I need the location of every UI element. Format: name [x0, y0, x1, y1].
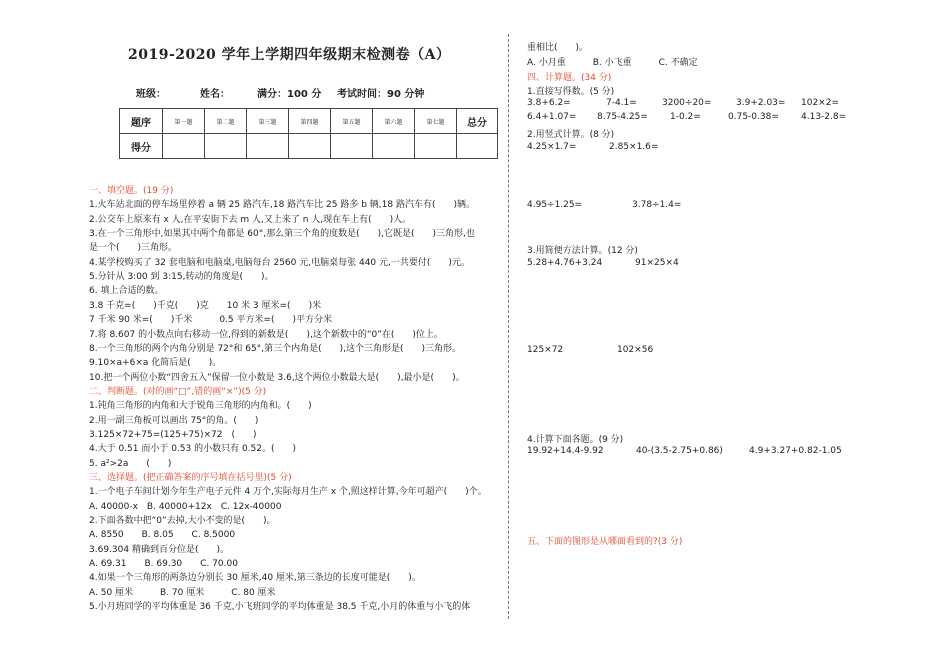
calc4-item: 40-(3.5-2.75+0.86) — [636, 446, 723, 456]
question-line: A. 69.31 B. 69.30 C. 70.00 — [89, 559, 238, 570]
question-line: 8.一个三角形的两个内角分别是 72°和 65°,第三个内角是( ),这个三角形是( )三角形。 — [89, 343, 461, 354]
question-line: 4.大于 0.51 而小于 0.53 的小数只有 0.52。( ) — [89, 444, 297, 455]
score-row2-label: 得分 — [120, 134, 163, 159]
calc3-title: 3.用简便方法计算。(12 分) — [527, 246, 638, 256]
calc1-title: 1.直接写得数。(5 分) — [527, 87, 615, 97]
calc2-item: 4.95÷1.25= — [527, 200, 583, 210]
calc2-item: 2.85×1.6= — [609, 142, 659, 152]
calc2-title: 2.用竖式计算。(8 分) — [527, 130, 615, 140]
question-line: 3.69.304 精确到百分位是( )。 — [89, 544, 229, 555]
question-line: 2.公交车上原来有 x 人,在平安街下去 m 人,又上来了 n 人,现在车上有( )人。 — [89, 214, 412, 225]
calc1-item: 8.75-4.25= — [597, 112, 648, 122]
calc1-item: 102×2= — [801, 98, 839, 108]
calc1-item: 1-0.2= — [670, 112, 701, 122]
question-line: 3.在一个三角形中,如果其中两个角都是 60°,那么第三个角的度数是( ),它既是( )三角形,也 — [89, 229, 475, 240]
score-table — [119, 108, 498, 159]
calc4-title: 4.计算下面各题。(9 分) — [527, 435, 624, 445]
section-title: 二、判断题。(对的画“□”,错的画“×”)(5 分) — [89, 386, 267, 397]
section-5-title: 五、下面的图形是从哪面看到的?(3 分) — [527, 537, 683, 547]
score-row1-label: 题序 — [120, 109, 163, 134]
question-line: 4.某学校购买了 32 套电脑和电脑桌,电脑每台 2560 元,电脑桌每张 440 元,一共要付( )元。 — [89, 257, 470, 268]
question-line: A. 8550 B. 8.05 C. 8.5000 — [89, 530, 236, 541]
calc3-item: 102×56 — [617, 345, 654, 355]
score-table-score-row — [120, 134, 498, 159]
question-line: 是一个( )三角形。 — [89, 243, 178, 254]
calc1-item: 3200÷20= — [662, 98, 712, 108]
section-title: 三、选择题。(把正确答案的序号填在括号里)(5 分) — [89, 473, 292, 483]
calc1-item: 4.13-2.8= — [801, 112, 847, 122]
question-line: 10.把一个两位小数“四舍五入”保留一位小数是 3.6,这个两位小数最大是( ),最小是( )。 — [89, 372, 465, 383]
score-col-6: 第六题 — [373, 109, 415, 134]
full-score-label: 满分：100 分 — [257, 89, 322, 100]
score-cell[interactable] — [247, 134, 289, 159]
class-label: 班级： — [136, 89, 166, 100]
calc3-item: 5.28+4.76+3.24 — [527, 258, 603, 268]
score-col-4: 第四题 — [289, 109, 331, 134]
calc1-item: 3.9+2.03= — [736, 98, 786, 108]
calc4-item: 4.9+3.27+0.82-1.05 — [749, 446, 842, 456]
score-col-5: 第五题 — [331, 109, 373, 134]
question-line: A. 50 厘米 B. 70 厘米 C. 80 厘米 — [89, 587, 276, 598]
score-cell[interactable] — [289, 134, 331, 159]
question-line: 7.将 8.607 的小数点向右移动一位,得到的新数是( ),这个新数中的“0”在( )位上。 — [89, 329, 443, 340]
name-label: 姓名： — [200, 89, 230, 100]
question-line: 1.一个电子车间计划今年生产电子元件 4 万个,实际每月生产 x 个,照这样计算,今年可超产( )个。 — [89, 487, 487, 498]
question-line: 9.10×a+6×a 化简后是( )。 — [89, 358, 222, 369]
score-cell[interactable] — [163, 134, 205, 159]
q5-continued: 重相比( )。 — [527, 43, 589, 53]
question-line: 4.如果一个三角形的两条边分别长 30 厘米,40 厘米,第三条边的长度可能是( )。 — [89, 573, 421, 584]
score-col-7: 第七题 — [415, 109, 457, 134]
calc3-item: 125×72 — [527, 345, 564, 355]
section-title: 一、填空题。(19 分) — [89, 186, 174, 196]
score-cell[interactable] — [331, 134, 373, 159]
calc1-item: 6.4+1.07= — [527, 112, 577, 122]
question-line: 5.小月班同学的平均体重是 36 千克,小飞班同学的平均体重是 38.5 千克,小月的体重与小飞的体 — [89, 602, 471, 613]
calc1-item: 0.75-0.38= — [728, 112, 779, 122]
score-col-1: 第一题 — [163, 109, 205, 134]
calc1-item: 7-4.1= — [606, 98, 637, 108]
question-line: 1.火车站北面的停车场里停着 a 辆 25 路汽车,18 路汽车比 25 路多 b 辆,18 路汽车有( )辆。 — [89, 200, 475, 211]
question-line: 3.125×72+75=(125+75)×72 ( ) — [89, 429, 257, 440]
calc3-item: 91×25×4 — [635, 258, 679, 268]
score-col-2: 第二题 — [205, 109, 247, 134]
score-cell[interactable] — [373, 134, 415, 159]
question-line: 6. 填上合适的数。 — [89, 286, 164, 297]
question-line: 5. a²>2a ( ) — [89, 458, 172, 469]
exam-time-label: 考试时间：90 分钟 — [337, 89, 425, 100]
q5-options: A. 小月重 B. 小飞重 C. 不确定 — [527, 58, 698, 68]
score-total-label: 总分 — [457, 109, 498, 134]
calc2-item: 3.78÷1.4= — [632, 200, 682, 210]
section-4-title: 四、计算题。(34 分) — [527, 73, 612, 83]
question-line: A. 40000-x B. 40000+12x C. 12x-40000 — [89, 501, 282, 512]
calc4-item: 19.92+14.4-9.92 — [527, 446, 604, 456]
question-line: 5.分针从 3:00 到 3:15,转动的角度是( )。 — [89, 272, 274, 283]
calc2-item: 4.25×1.7= — [527, 142, 577, 152]
score-cell[interactable] — [205, 134, 247, 159]
question-line: 7 千米 90 米=( )千米 0.5 平方米=( )平方分米 — [89, 315, 333, 326]
column-divider — [508, 34, 509, 619]
calc1-item: 3.8+6.2= — [527, 98, 571, 108]
score-cell[interactable] — [415, 134, 457, 159]
score-table-header-row — [120, 109, 498, 134]
question-line: 2.下面各数中把“0”去掉,大小不变的是( )。 — [89, 516, 276, 527]
score-col-3: 第三题 — [247, 109, 289, 134]
question-line: 2.用一副三角板可以画出 75°的角。( ) — [89, 415, 259, 426]
score-cell[interactable] — [457, 134, 498, 159]
question-line: 3.8 千克=( )千克( )克 10 米 3 厘米=( )米 — [89, 300, 322, 311]
question-line: 1.钝角三角形的内角和大于锐角三角形的内角和。( ) — [89, 401, 312, 412]
page-title: 2019-2020 学年上学期四年级期末检测卷（A） — [128, 47, 451, 63]
